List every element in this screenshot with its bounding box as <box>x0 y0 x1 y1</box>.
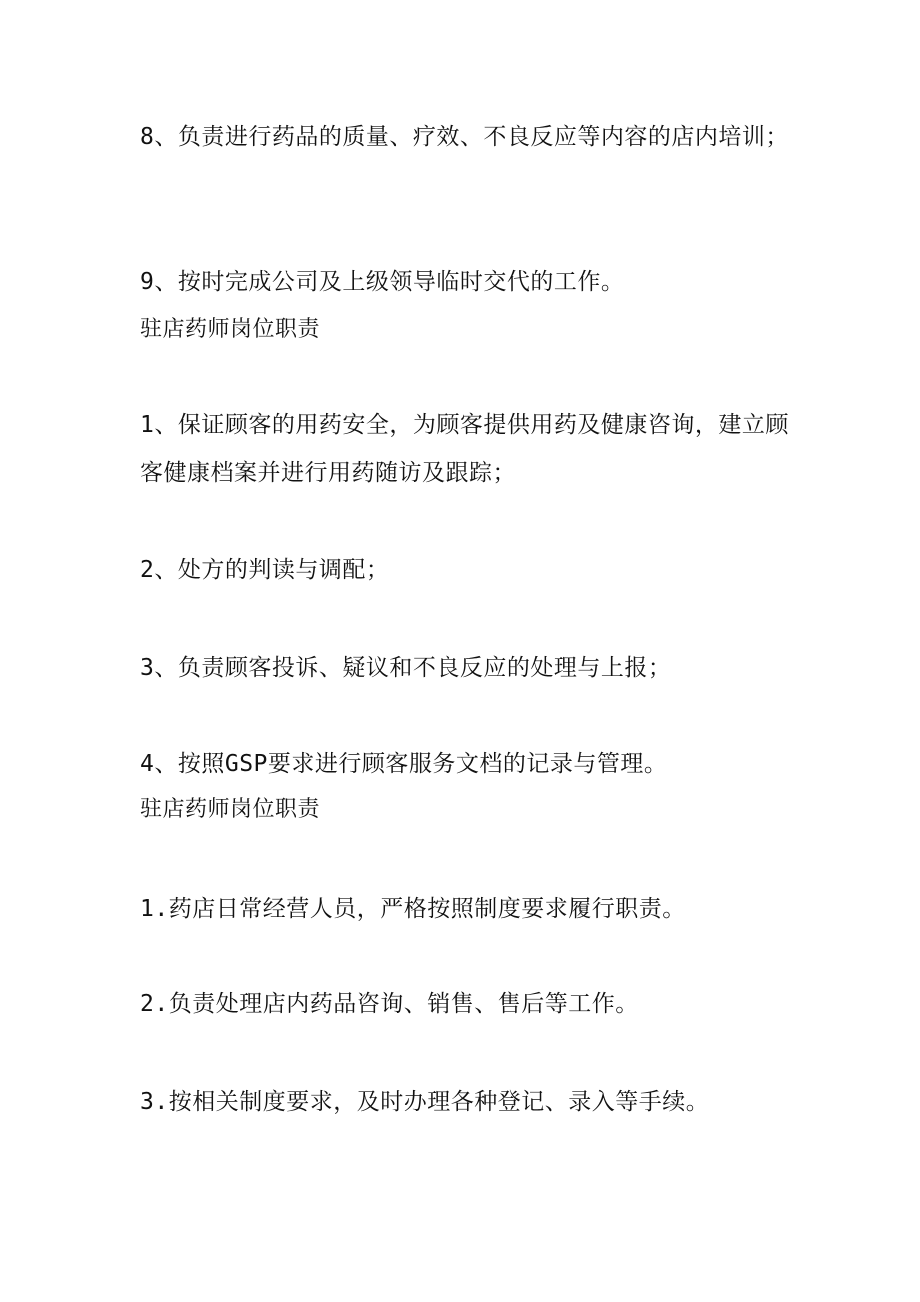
paragraph-item-9: 9、按时完成公司及上级领导临时交代的工作。 <box>140 269 625 295</box>
paragraph-item-8: 8、负责进行药品的质量、疗效、不良反应等内容的店内培训； <box>140 124 789 150</box>
paragraph-s3-item-2: 2.负责处理店内药品咨询、销售、售后等工作。 <box>140 991 639 1017</box>
paragraph-s2-item-1: 1、保证顾客的用药安全，为顾客提供用药及健康咨询，建立顾客健康档案并进行用药随访及跟踪； <box>140 412 789 486</box>
paragraph-s3-item-1: 1.药店日常经营人员，严格按照制度要求履行职责。 <box>140 896 686 922</box>
paragraph-s2-item-2: 2、处方的判读与调配； <box>140 557 390 583</box>
paragraph-s2-item-3: 3、负责顾客投诉、疑议和不良反应的处理与上报； <box>140 655 672 681</box>
section-heading: 驻店药师岗位职责 <box>140 317 321 342</box>
paragraph-s2-item-4: 4、按照GSP要求进行顾客服务文档的记录与管理。 <box>140 751 668 777</box>
paragraph-s3-item-3: 3.按相关制度要求，及时办理各种登记、录入等手续。 <box>140 1089 710 1115</box>
section-heading: 驻店药师岗位职责 <box>140 797 321 822</box>
